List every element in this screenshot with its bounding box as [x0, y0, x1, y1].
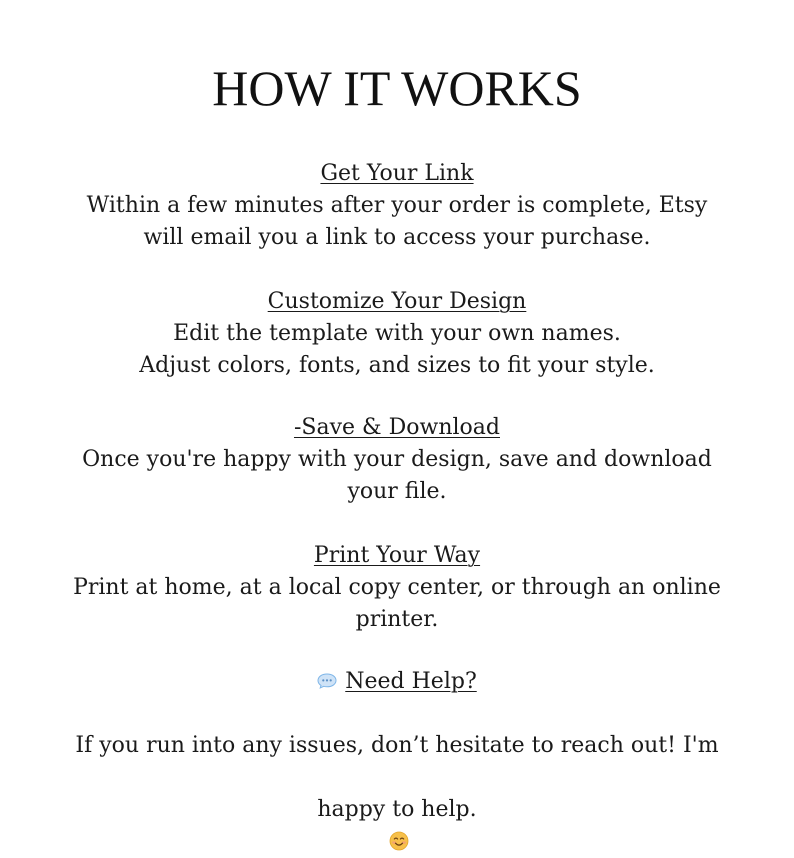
speech-bubble-icon — [317, 673, 337, 689]
section-heading: Need Help? — [345, 669, 477, 694]
section-body: Print at home, at a local copy center, or through an online printer. — [73, 575, 721, 632]
section-body: Edit the template with your own names. Adjust colors, fonts, and sizes to fit your style. — [139, 321, 655, 378]
section-print-your-way — [40, 540, 754, 636]
section-heading: Print Your Way — [313, 543, 481, 568]
section-get-your-link — [40, 158, 754, 254]
section-body: Once you're happy with your design, save and download your file. — [82, 447, 712, 504]
section-body-line-1: If you run into any issues, don’t hesitate to reach out! I'm — [75, 733, 719, 758]
section-heading: Customize Your Design — [267, 289, 527, 314]
section-body-line-2: happy to help. — [317, 797, 477, 822]
section-save-download — [40, 412, 754, 508]
page-title: HOW IT WORKS — [212, 60, 582, 116]
section-need-help — [40, 666, 754, 858]
section-customize-your-design — [40, 286, 754, 382]
section-body — [40, 698, 754, 858]
smiling-face-icon — [389, 831, 409, 851]
section-heading: -Save & Download — [293, 415, 500, 440]
section-heading: Get Your Link — [320, 161, 474, 186]
section-body: Within a few minutes after your order is complete, Etsy will email you a link to access your purchase. — [86, 193, 708, 250]
